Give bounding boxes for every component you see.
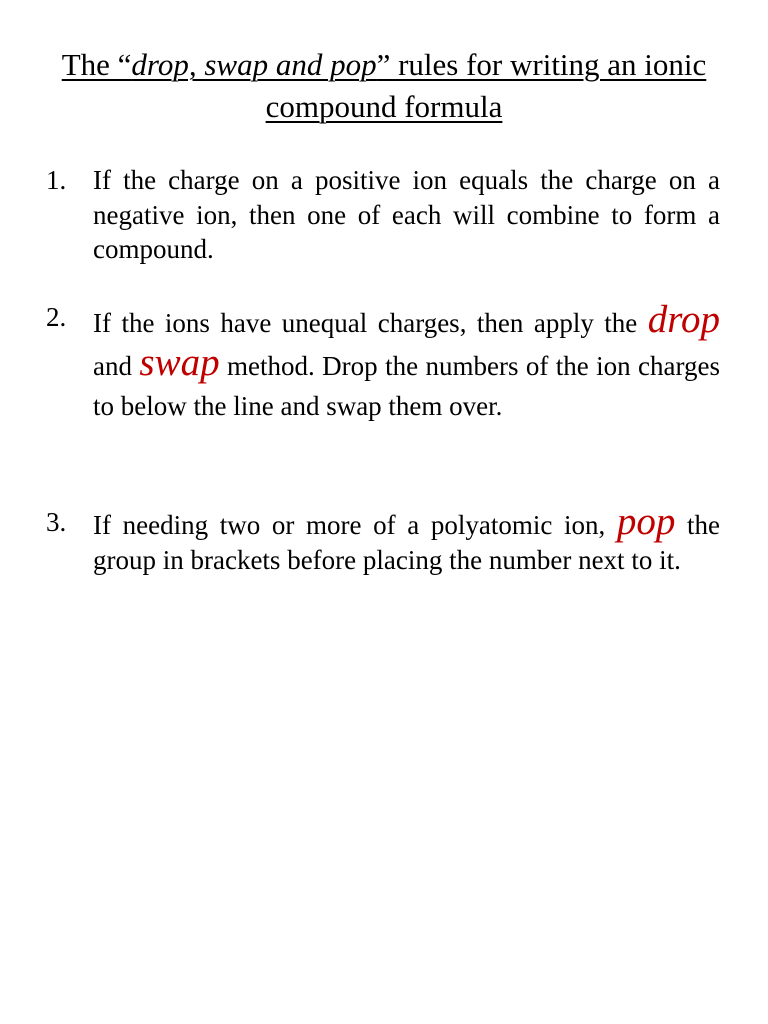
rule-number: 3. xyxy=(46,507,67,537)
page-title xyxy=(30,44,738,128)
title-prefix: The “ xyxy=(61,47,132,82)
title-emphasis: drop, swap and pop xyxy=(131,47,377,82)
rule-number: 1. xyxy=(46,165,67,195)
rule-joiner: and xyxy=(93,351,132,381)
rule-number: 2. xyxy=(46,302,67,332)
rule-text: If the charge on a positive ion equals the charge on a negative ion, then one of each will combine to form a compound. xyxy=(93,165,720,264)
drop-keyword: drop xyxy=(647,298,720,341)
rule-text-after: the group in brackets before placing the number next to it. xyxy=(93,510,721,575)
pop-keyword: pop xyxy=(616,500,676,543)
title-suffix: ” rules for writing an ionic compound formula xyxy=(265,47,707,124)
swap-keyword: swap xyxy=(139,341,220,384)
rule-item xyxy=(46,300,720,426)
rule-text-before: If needing two or more of a polyatomic ion, xyxy=(93,510,606,540)
rule-item xyxy=(46,500,721,577)
rule-text xyxy=(93,300,720,426)
rule-text-after: method. Drop the numbers of the ion charges to below the line and swap them over. xyxy=(93,351,721,421)
rule-item xyxy=(46,163,720,267)
rule-text xyxy=(93,500,721,577)
rule-text-before: If the ions have unequal charges, then apply the xyxy=(93,308,638,338)
